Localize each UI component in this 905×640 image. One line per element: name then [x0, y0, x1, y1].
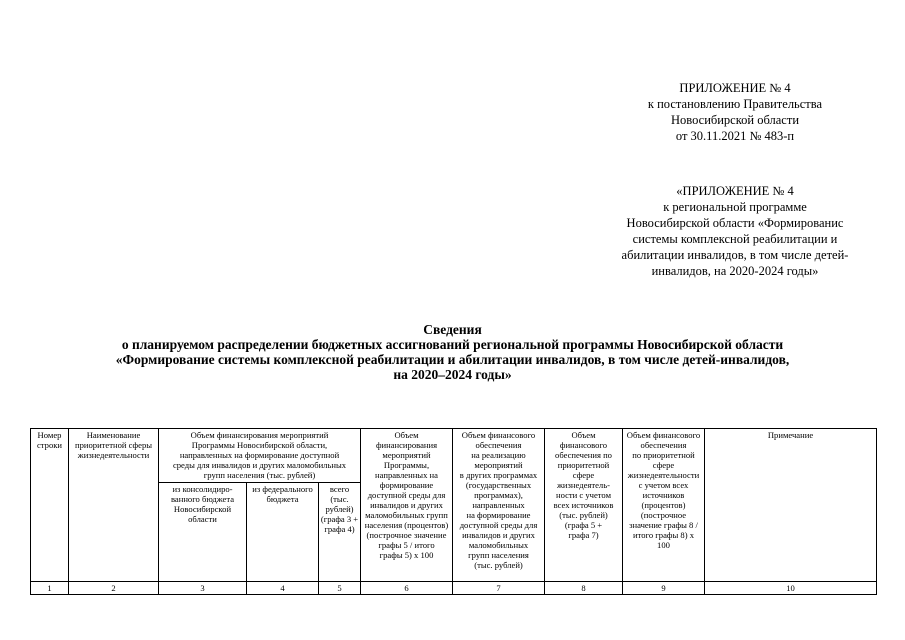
heading-line: «Формирование системы комплексной реабилитации и абилитации инвалидов, в том числе детей-инвалидов, — [115, 352, 790, 367]
header-cell: из консолидиро- ванного бюджета Новосибирской области — [159, 483, 247, 582]
appendix-line: к региональной программе — [663, 200, 807, 214]
appendix-line: абилитации инвалидов, в том числе детей- — [621, 248, 849, 262]
column-number: 8 — [545, 582, 623, 595]
column-number: 1 — [31, 582, 69, 595]
budget-allocation-table — [30, 428, 877, 595]
appendix-line: Новосибирской области — [670, 113, 800, 127]
column-number: 6 — [361, 582, 453, 595]
document-heading — [20, 322, 885, 382]
heading-title: Сведения — [423, 322, 482, 337]
appendix-line: к постановлению Правительства — [647, 97, 823, 111]
column-number: 7 — [453, 582, 545, 595]
appendix-line: ПРИЛОЖЕНИЕ № 4 — [679, 81, 791, 95]
program-appendix-stamp — [585, 183, 885, 279]
header-row — [31, 429, 877, 483]
appendix-line: Новосибирской области «Формированис — [626, 216, 844, 230]
header-cell: Примечание — [705, 429, 877, 582]
column-number: 10 — [705, 582, 877, 595]
column-number: 9 — [623, 582, 705, 595]
column-number: 2 — [69, 582, 159, 595]
header-cell: всего (тыс. рублей) (графа 3 + графа 4) — [319, 483, 361, 582]
header-cell: Объем финансирования мероприятий Программы Новосибирской области, направленных на формирование доступной среды для инвалидов и других маломобильных групп населения (тыс. рублей) — [159, 429, 361, 483]
header-cell: Объем финансового обеспечения на реализацию мероприятий в других программах (государственных программах), направленных на формирование доступной среды для инвалидов и других маломобильных групп населения (тыс. рублей) — [453, 429, 545, 582]
column-number: 3 — [159, 582, 247, 595]
appendix-line: от 30.11.2021 № 483-п — [675, 129, 795, 143]
column-number-row — [31, 582, 877, 595]
header-cell: Номер строки — [31, 429, 69, 582]
appendix-line: системы комплексной реабилитации и — [632, 232, 838, 246]
column-number: 4 — [247, 582, 319, 595]
appendix-line: «ПРИЛОЖЕНИЕ № 4 — [676, 184, 794, 198]
column-number: 5 — [319, 582, 361, 595]
appendix-stamp — [590, 80, 880, 144]
header-cell: Наименование приоритетной сферы жизнедеятельности — [69, 429, 159, 582]
heading-line: на 2020–2024 годы» — [393, 367, 512, 382]
header-cell: Объем финансового обеспечения по приоритетной сфере жизнедеятель- ности с учетом всех источников (тыс. рублей) (графа 5 + графа 7) — [545, 429, 623, 582]
header-cell: из федерального бюджета — [247, 483, 319, 582]
header-cell: Объем финансирования мероприятий Программы, направленных на формирование доступной среды для инвалидов и других маломобильных групп населения (процентов) (построчное значение графы 5 / итого графы 5) x 100 — [361, 429, 453, 582]
appendix-line: инвалидов, на 2020-2024 годы» — [651, 264, 819, 278]
heading-line: о планируемом распределении бюджетных ассигнований региональной программы Новосибирской области — [121, 337, 784, 352]
header-cell: Объем финансового обеспечения по приоритетной сфере жизнедеятельности с учетом всех источников (процентов) (построчное значение графы 8 / итого графы 8) x 100 — [623, 429, 705, 582]
